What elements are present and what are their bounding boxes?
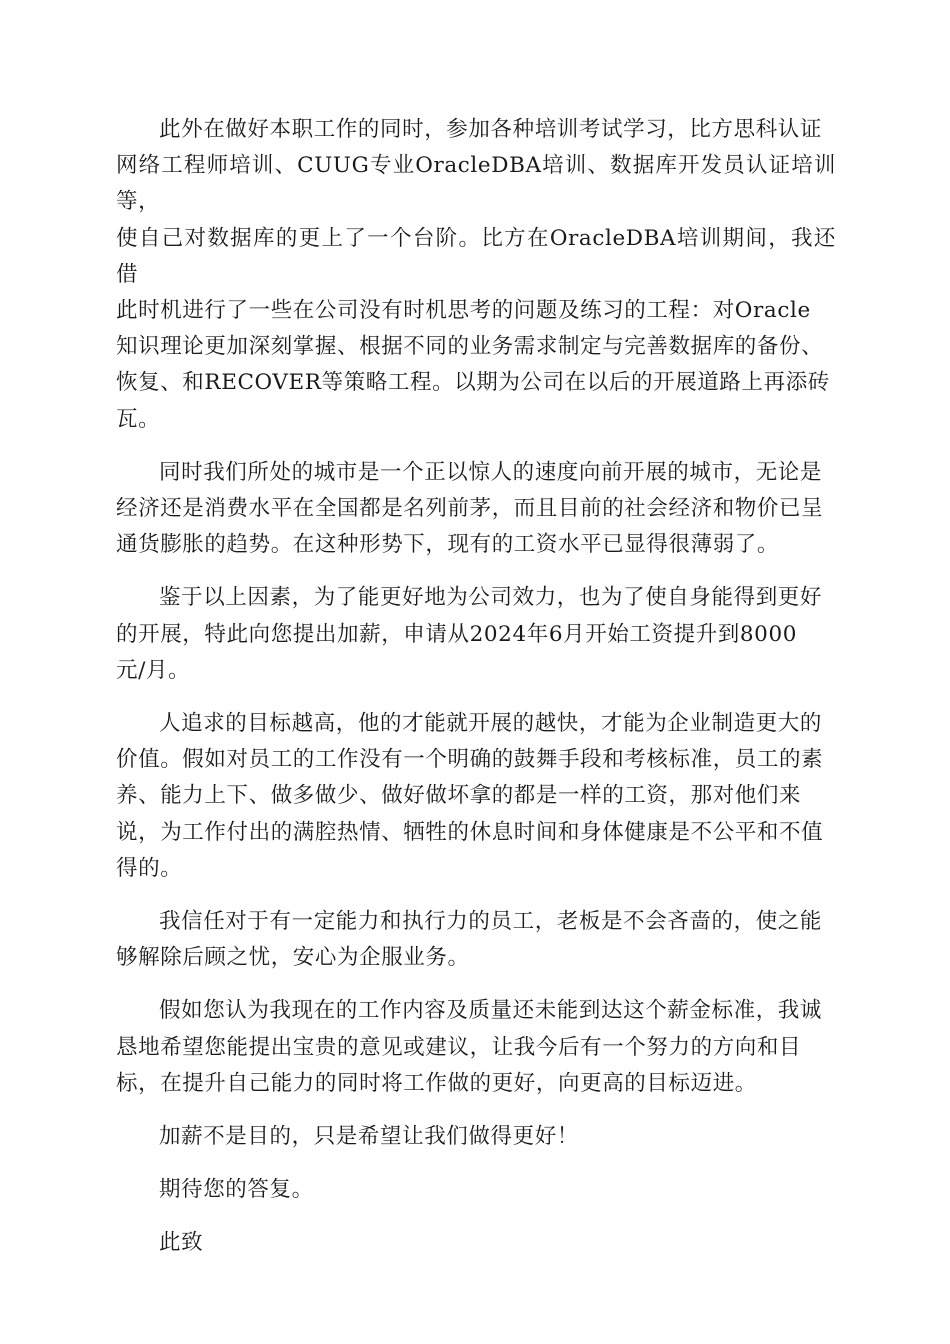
paragraph-purpose: 加薪不是目的，只是希望让我们做得更好！ (159, 1124, 579, 1150)
paragraph-training: 此外在做好本职工作的同时，参加各种培训考试学习，比方思科认证 网络工程师培训、CUUG专业OracleDBA培训、数据库开发员认证培训等， 使自己对数据库的更上了一个台阶。比方在OracleDBA培训期间，我还借 此时机进行了一些在公司没有时机思考的问题及练习的工程：对Oracle 知识理论更加深刻掌握、根据不同的业务需求制定与完善数据库的备份、 恢复、和RECOVER等策略工程。以期为公司在以后的开展道路上再添砖 瓦。 (116, 117, 836, 432)
paragraph-await-reply: 期待您的答复。 (159, 1177, 314, 1203)
document-body (116, 112, 836, 1279)
paragraph-closing: 此致 (159, 1230, 204, 1256)
paragraph-raise-request: 鉴于以上因素，为了能更好地为公司效力，也为了使自身能得到更好 的开展，特此向您提出加薪，申请从2024年6月开始工资提升到8000 元/月。 (116, 585, 823, 683)
paragraph-goals-value: 人追求的目标越高，他的才能就开展的越快，才能为企业制造更大的 价值。假如对员工的工作没有一个明确的鼓舞手段和考核标准，员工的素 养、能力上下、做多做少、做好做坏拿的都是一样的工资，那对他们来 说，为工作付出的满腔热情、牺牲的休息时间和身体健康是不公平和不值 得的。 (116, 711, 824, 881)
paragraph-city-economy: 同时我们所处的城市是一个正以惊人的速度向前开展的城市，无论是 经济还是消费水平在全国都是名列前茅，而且目前的社会经济和物价已呈 通货膨胀的趋势。在这种形势下，现有的工资水平已显得很薄弱了。 (116, 459, 824, 558)
paragraph-feedback: 假如您认为我现在的工作内容及质量还未能到达这个薪金标准，我诚 恳地希望您能提出宝贵的意见或建议，让我今后有一个努力的方向和目 标，在提升自己能力的同时将工作做的更好，向更高的目标迈进。 (116, 998, 823, 1096)
paragraph-trust: 我信任对于有一定能力和执行力的员工，老板是不会吝啬的，使之能 够解除后顾之忧，安心为企服业务。 (116, 909, 823, 971)
